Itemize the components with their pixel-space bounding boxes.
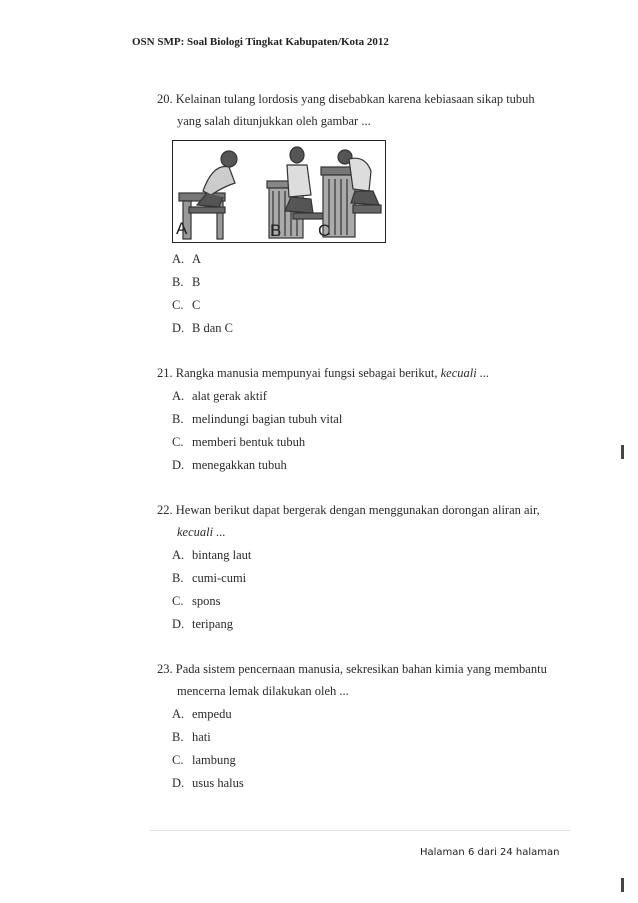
question-21-emphasis: kecuali ...: [440, 366, 490, 380]
footer-divider: [150, 830, 570, 831]
question-22-line-1: 22. Hewan berikut dapat bergerak dengan menggunakan dorongan aliran air,: [157, 503, 540, 517]
question-23-option-a: A. empedu: [172, 707, 232, 721]
question-20-option-b: B. B: [172, 275, 201, 289]
question-22-option-c: C. spons: [172, 594, 221, 608]
question-21-option-d: D. menegakkan tubuh: [172, 458, 287, 472]
question-20-option-c: C. C: [172, 298, 201, 312]
figure-label-b: B: [270, 221, 282, 240]
page-header: OSN SMP: Soal Biologi Tingkat Kabupaten/Kota 2012: [132, 36, 389, 48]
question-22-option-b: B. cumi-cumi: [172, 571, 247, 585]
scan-mark: [621, 445, 624, 459]
question-23-option-b: B. hati: [172, 730, 211, 744]
question-20-line-1: 20. Kelainan tulang lordosis yang disebabkan karena kebiasaan sikap tubuh: [157, 92, 535, 106]
question-20-option-a: A. A: [172, 252, 202, 266]
question-23-line-2: mencerna lemak dilakukan oleh ...: [177, 684, 349, 698]
question-23-line-1: 23. Pada sistem pencernaan manusia, sekresikan bahan kimia yang membantu: [157, 662, 547, 676]
question-22-option-d: D. teripang: [172, 617, 233, 631]
question-23-option-d: D. usus halus: [172, 776, 244, 790]
scan-mark: [621, 878, 624, 892]
question-21-option-c: C. memberi bentuk tubuh: [172, 435, 306, 449]
page-footer: Halaman 6 dari 24 halaman: [420, 847, 560, 858]
question-22-option-a: A. bintang laut: [172, 548, 252, 562]
question-23-option-c: C. lambung: [172, 753, 236, 767]
question-21-option-b: B. melindungi bagian tubuh vital: [172, 412, 343, 426]
question-20-line-2: yang salah ditunjukkan oleh gambar ...: [177, 114, 371, 128]
figure-label-c: C: [318, 221, 331, 240]
question-22-line-2: kecuali ...: [177, 525, 226, 539]
question-21-option-a: A. alat gerak aktif: [172, 389, 267, 403]
question-21-line-1: 21. Rangka manusia mempunyai fungsi sebagai berikut, kecuali ...: [157, 366, 490, 380]
question-20-option-d: D. B dan C: [172, 321, 233, 335]
figure-label-a: A: [176, 219, 188, 238]
posture-figure: [172, 140, 386, 243]
